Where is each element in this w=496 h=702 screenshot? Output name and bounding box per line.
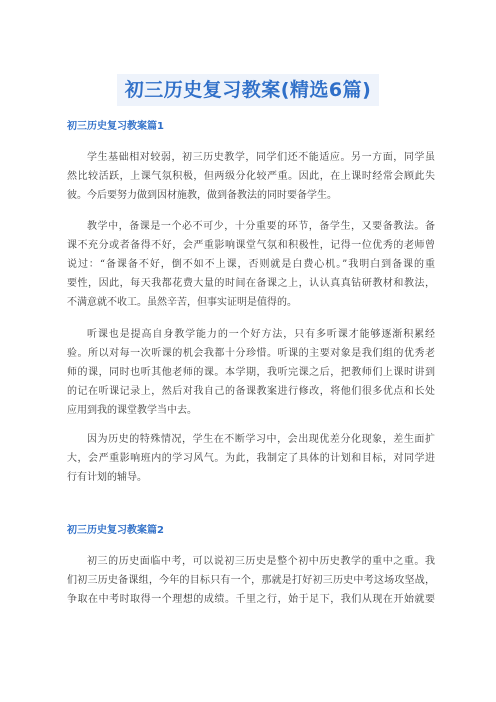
text-line: 师的课，同时也听其他老师的课。本学期，我听完课之后，把教师们上课时讲到: [67, 367, 435, 378]
text-line: 因为历史的特殊情况，学生在不断学习中，会出现优差分化现象，差生面扩: [87, 434, 435, 445]
document-title-text: 初三历史复习教案(精选6篇): [117, 74, 380, 106]
paragraph-4: [67, 430, 435, 487]
paragraph-5: [67, 552, 435, 609]
text-line: 说过：“备课备不好，倒不如不上课，否则就是白费心机。”我明白到备课的重: [67, 259, 435, 270]
text-line: 教学中，备课是一个必不可少，十分重要的环节，备学生，又要备教法。备: [87, 221, 435, 232]
text-line: 听课也是提高自身教学能力的一个好方法，只有多听课才能够逐渐积累经: [87, 329, 435, 340]
text-line: 初三的历史面临中考，可以说初三历史是整个初中历史教学的重中之重。我: [87, 556, 435, 567]
text-line: 不满意就不收工。虽然辛苦，但事实证明是值得的。: [67, 297, 297, 308]
document-title: [0, 74, 496, 106]
text-line: 要性，因此，每天我都花费大量的时间在备课之上，认认真真钻研教材和教法，: [67, 278, 435, 289]
text-line: 彼。今后要努力做到因材施教，做到备教法的同时要备学生。: [67, 190, 337, 201]
text-line: 应用到我的课堂教学当中去。: [67, 405, 197, 416]
text-line: 学生基础相对较弱，初三历史教学，同学们还不能适应。另一方面，同学虽: [87, 152, 435, 163]
section-heading-2: 初三历史复习教案篇2: [67, 525, 164, 536]
section-heading-1: 初三历史复习教案篇1: [67, 121, 164, 132]
text-line: 行有计划的辅导。: [67, 472, 147, 483]
paragraph-3: [67, 325, 435, 420]
text-line: 验。所以对每一次听课的机会我都十分珍惜。听课的主要对象是我们组的优秀老: [67, 348, 435, 359]
text-line: 的记在听课记录上，然后对我自己的备课教案进行修改，将他们很多优点和长处: [67, 386, 435, 397]
text-line: 们初三历史备课组，今年的目标只有一个，那就是打好初三历史中考这场攻坚战，: [67, 575, 435, 586]
text-line: 争取在中考时取得一个理想的成绩。千里之行，始于足下，我们从现在开始就要: [67, 594, 435, 605]
text-line: 大，会严重影响班内的学习风气。为此，我制定了具体的计划和目标，对同学进: [67, 453, 435, 464]
text-line: 然比较活跃，上课气氛积极，但两级分化较严重。因此，在上课时经常会顾此失: [67, 171, 435, 182]
paragraph-2: [67, 217, 435, 312]
paragraph-1: [67, 148, 435, 205]
text-line: 课不充分或者备得不好，会严重影响课堂气氛和积极性，记得一位优秀的老师曾: [67, 240, 435, 251]
